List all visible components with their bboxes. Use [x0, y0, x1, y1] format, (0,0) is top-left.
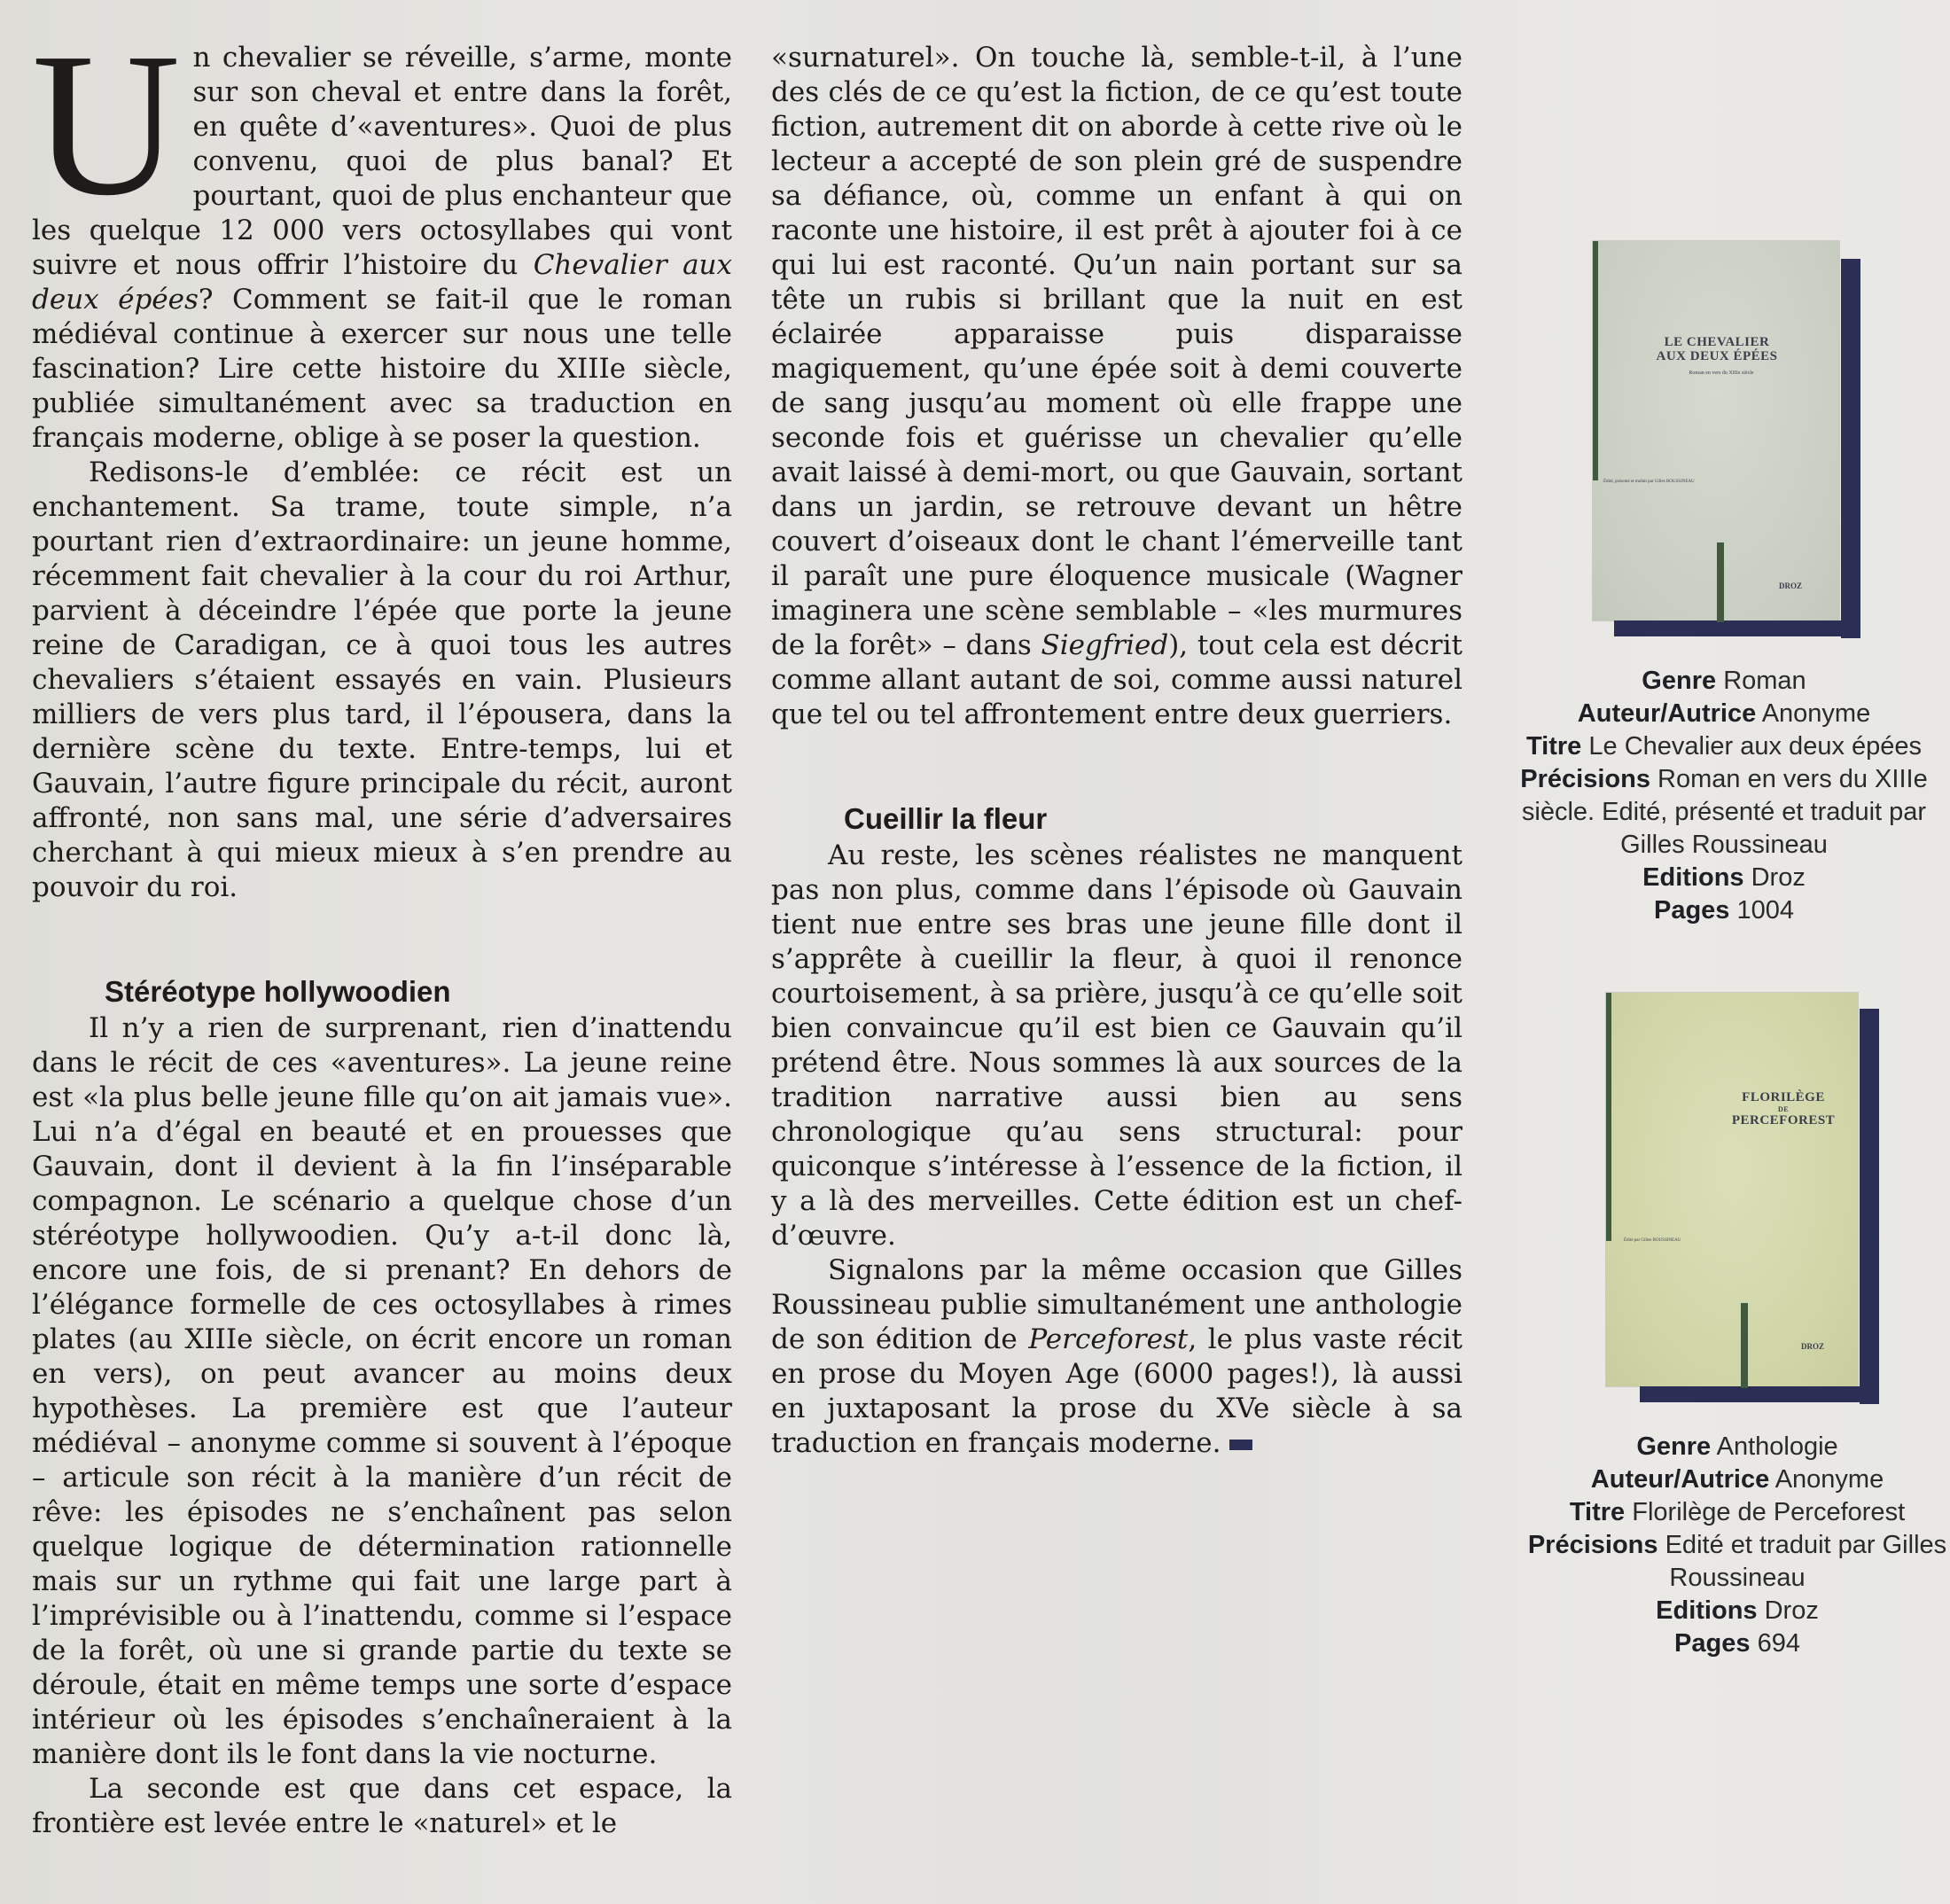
cover-title-line-1: FLORILÈGE [1742, 1090, 1825, 1104]
info-publisher [1525, 1595, 1950, 1627]
value-genre: Roman [1723, 667, 1806, 695]
cover-title-line-3: PERCEFOREST [1731, 1113, 1836, 1128]
label-pages: Pages [1674, 1629, 1751, 1658]
cover-title-line-1: LE CHEVALIER [1664, 335, 1770, 349]
value-author: Anonyme [1774, 1465, 1884, 1494]
value-details: Edité et traduit par Gilles Roussineau [1665, 1531, 1947, 1592]
cover-spine-green [1593, 241, 1598, 480]
intro-text: n chevalier se réveille, s’arme, monte sur son cheval et entre dans la forêt, en quête d’«aventures». Quoi de plus convenu, quoi de plus banal? Et pourtant, quoi de plus enchanteur que les quelque 12 000 vers octosyllabes qui vont suivre et nous offrir l’histoire du [32, 42, 732, 281]
value-pages: 694 [1757, 1629, 1800, 1658]
cover-spine-green [1606, 993, 1611, 1241]
value-publisher: Droz [1751, 863, 1806, 892]
siegfried-italic-continued: Siegfried [1041, 629, 1169, 661]
label-pages: Pages [1653, 896, 1730, 925]
label-title: Titre [1525, 732, 1582, 761]
value-title: Le Chevalier aux deux épées [1588, 732, 1923, 761]
label-genre: Genre [1636, 1432, 1712, 1461]
info-genre [1525, 1431, 1950, 1463]
info-pages [1525, 1627, 1950, 1660]
label-publisher: Editions [1656, 1596, 1758, 1625]
spacer [32, 905, 732, 974]
info-details [1498, 763, 1950, 862]
cover-publisher: DROZ [1801, 1342, 1825, 1351]
cover-title [1628, 335, 1806, 363]
book-cover-perceforest [1606, 993, 1883, 1406]
label-details: Précisions [1527, 1531, 1658, 1559]
spacer [771, 732, 1462, 801]
label-author: Auteur/Autrice [1577, 699, 1757, 728]
perceforest-italic: Perceforest [1028, 1323, 1189, 1355]
value-title: Florilège de Perceforest [1632, 1498, 1906, 1526]
value-pages: 1004 [1736, 896, 1795, 925]
paragraph-signalons [771, 1253, 1462, 1461]
cover-bar-small [1717, 542, 1724, 622]
book-title-italic: Chevalier aux deux épées [32, 249, 733, 316]
signalons-text-end: , le plus vaste récit en prose du Moyen Age (6000 pages!), là aussi en juxtaposant la prose du XVe siècle à sa traduction en français moderne. [771, 1323, 1462, 1459]
article-column-1 [32, 11, 733, 1841]
info-author [1498, 698, 1950, 730]
label-title: Titre [1569, 1498, 1626, 1526]
cover-bar-small [1741, 1303, 1748, 1388]
info-author [1525, 1463, 1950, 1496]
label-details: Précisions [1520, 765, 1650, 793]
info-pages [1498, 894, 1950, 927]
paragraph-stereotype: Il n’y a rien de surprenant, rien d’inattendu dans le récit de ces «aventures». La jeune reine est «la plus belle jeune fille qu’on ait jamais vue». Lui n’a d’égal en beauté et en prouesses que Gauvain, dont il devient à la fin l’inséparable compagnon. Le scénario a quelque chose d’un stéréotype hollywoodien. Qu’y a-t-il donc là, encore une fois, de si prenant? En dehors de l’élégance formelle de ces octosyllabes à rimes plates (au XIIIe siècle, on écrit encore un roman en vers), on peut avancer au moins deux hypothèses. La première est que l’auteur médiéval – anonyme comme si souvent à l’époque – articule son récit à la manière d’un récit de rêve: les épisodes ne s’enchaînent pas selon quelque logique de détermination rationnelle mais sur un rythme qui fait une large part à l’imprévisible ou à l’inattendu, comme si l’espace de la forêt, où une si grande partie du texte se déroule, était en même temps une sorte d’espace intérieur où les épisodes s’enchaîneraient à la manière dont ils le font dans la vie nocturne. [32, 1012, 732, 1770]
paragraph-enchantement: Redisons-le d’emblée: ce récit est un enchantement. Sa trame, toute simple, n’a pourtant rien d’extraordinaire: un jeune homme, récemment fait chevalier à la cour du roi Arthur, parvient à déceindre l’épée que porte la jeune reine de Caradigan, ce à quoi tous les autres chevaliers s’étaient essayés en vain. Plusieurs milliers de vers plus tard, il l’épousera, dans la dernière scène du texte. Entre-temps, lui et Gauvain, l’autre figure principale du récit, auront affronté, non sans mal, une série d’adversaires cherchant à qui mieux mieux à s’en prendre au pouvoir du roi. [32, 456, 732, 903]
info-title [1498, 730, 1950, 763]
label-publisher: Editions [1642, 863, 1744, 892]
signalons-text: Signalons par la même occasion que Gilles Roussineau publie simultanément une anthologie de son édition de [771, 1254, 1462, 1355]
info-details [1525, 1529, 1950, 1595]
book-info-perceforest [1525, 1431, 1950, 1660]
drop-cap: U [32, 11, 181, 238]
cover-frame-bottom [1614, 620, 1860, 636]
article-column-2 [771, 41, 1462, 1461]
paragraph-seconde [32, 1772, 732, 1841]
seconde-text: La seconde est que dans cet espace, la frontière est levée entre le «naturel» et le [32, 1773, 732, 1839]
cover-paper [1593, 241, 1839, 620]
seconde-text-continued: «surnaturel». On touche là, semble-t-il, à l’une des clés de ce qu’est la fiction, de ce qu’est toute fiction, autrement dit on aborde à cette rive où le lecteur a accepté de son plein gré de suspendre sa défiance, où, comme un enfant à qui on raconte une histoire, il est prêt à ajouter foi à ce qui lui est raconté. Qu’un nain portant sur sa tête un rubis si brillant que la nuit en est éclairée apparaisse puis disparaisse magiquement, qu’une épée soit à demi couverte de sang jusqu’au moment où elle frappe une seconde fois et guérisse un chevalier qu’elle avait laissé à demi-mort, ou que Gauvain, sortant dans un jardin, se retrouve devant un hêtre couvert d’oiseaux dont le chant l’émerveille tant il paraît une pure éloquence musicale (Wagner imaginera une scène semblable – «les murmures de la forêt» – dans [771, 42, 1462, 661]
paragraph-seconde-continued [771, 41, 1462, 732]
cover-subtitle: Roman en vers du XIIIe siècle [1689, 371, 1754, 376]
book-info-chevalier [1498, 665, 1950, 927]
subheading-fleur: Cueillir la fleur [844, 802, 1048, 835]
cover-editor: Édité, présenté et traduit par Gilles ROUSSINEAU [1603, 480, 1695, 484]
cover-paper [1606, 993, 1858, 1386]
cover-title-line-2: AUX DEUX ÉPÉES [1656, 349, 1778, 363]
cover-title [1721, 1090, 1845, 1128]
subheading-hollywood: Stéréotype hollywoodien [105, 975, 451, 1008]
cover-title-line-2: DE [1777, 1105, 1790, 1113]
cover-frame-right [1860, 1009, 1879, 1404]
seconde-text-end-continued: ), tout cela est décrit comme allant autant de soi, comme aussi naturel que tel ou tel affrontement entre deux guerriers. [771, 629, 1462, 730]
paragraph-intro [32, 11, 733, 456]
paragraph-fleur: Au reste, les scènes réalistes ne manquent pas non plus, comme dans l’épisode où Gauvain tient nue entre ses bras une jeune fille dont il s’apprête à cueillir la fleur, à quoi il renonce courtoisement, à sa prière, jusqu’à ce qu’elle soit bien convaincue qu’il est bien ce Gauvain qu’il prétend être. Nous sommes là aux sources de la tradition narrative aussi bien au sens chronologique qu’au sens structural: pour quiconque s’intéresse à l’essence de la fiction, il y a là des merveilles. Cette édition est un chef-d’œuvre. [771, 839, 1462, 1252]
label-genre: Genre [1642, 667, 1717, 695]
value-genre: Anthologie [1716, 1432, 1838, 1461]
end-mark [1229, 1440, 1252, 1450]
label-author: Auteur/Autrice [1590, 1465, 1770, 1494]
info-genre [1498, 665, 1950, 698]
cover-publisher: DROZ [1779, 581, 1803, 590]
intro-text-end: ? Comment se fait-il que le roman médiéval continue à exercer sur nous une telle fascination? Lire cette histoire du XIIIe siècle, publiée simultanément avec sa traduction en français moderne, oblige à se poser la question. [32, 284, 732, 454]
cover-editor: Édité par Gilles ROUSSINEAU [1624, 1238, 1681, 1243]
value-publisher: Droz [1764, 1596, 1819, 1625]
info-publisher [1498, 862, 1950, 894]
cover-frame-right [1841, 259, 1860, 638]
value-details: Roman en vers du XIIIe siècle. Edité, présenté et traduit par Gilles Roussineau [1521, 765, 1928, 859]
cover-frame-bottom [1640, 1386, 1879, 1402]
info-title [1525, 1496, 1950, 1529]
value-author: Anonyme [1761, 699, 1871, 728]
book-cover-chevalier [1593, 241, 1862, 640]
